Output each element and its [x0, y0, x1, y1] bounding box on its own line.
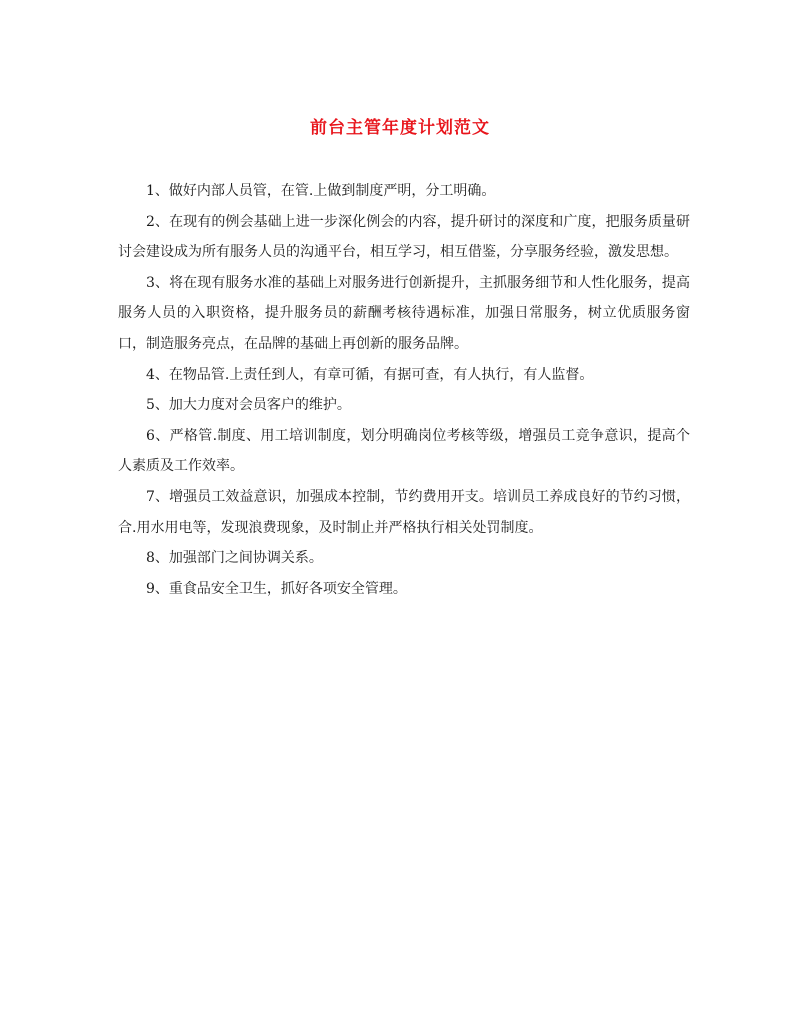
paragraph-5: 5、加大力度对会员客户的维护。 — [146, 397, 351, 414]
document-title: 前台主管年度计划范文 — [310, 118, 490, 138]
paragraph-9: 9、重食品安全卫生，抓好各项安全管理。 — [146, 580, 407, 597]
paragraph-8: 8、加强部门之间协调关系。 — [146, 550, 323, 567]
paragraph-2: 2、在现有的例会基础上进一步深化例会的内容，提升研讨的深度和广度，把服务质量研讨会建设成为所有服务人员的沟通平台，相互学习，相互借鉴，分享服务经验，激发思想。 — [118, 213, 690, 261]
paragraph-3: 3、将在现有服务水准的基础上对服务进行创新提升，主抓服务细节和人性化服务，提高服务人员的入职资格，提升服务员的薪酬考核待遇标准，加强日常服务，树立优质服务窗口，制造服务亮点，在品牌的基础上再创新的服务品牌。 — [118, 274, 690, 352]
paragraph-6: 6、严格管.制度、用工培训制度，划分明确岗位考核等级，增强员工竞争意识，提高个人素质及工作效率。 — [118, 427, 690, 475]
paragraph-4: 4、在物品管.上责任到人，有章可循，有据可查，有人执行，有人监督。 — [146, 366, 594, 383]
document-body — [118, 176, 690, 604]
paragraph-1: 1、做好内部人员管，在管.上做到制度严明，分工明确。 — [146, 183, 496, 199]
paragraph-7: 7、增强员工效益意识，加强成本控制，节约费用开支。培训员工养成良好的节约习惯，合.用水用电等，发现浪费现象，及时制止并严格执行相关处罚制度。 — [118, 488, 690, 536]
